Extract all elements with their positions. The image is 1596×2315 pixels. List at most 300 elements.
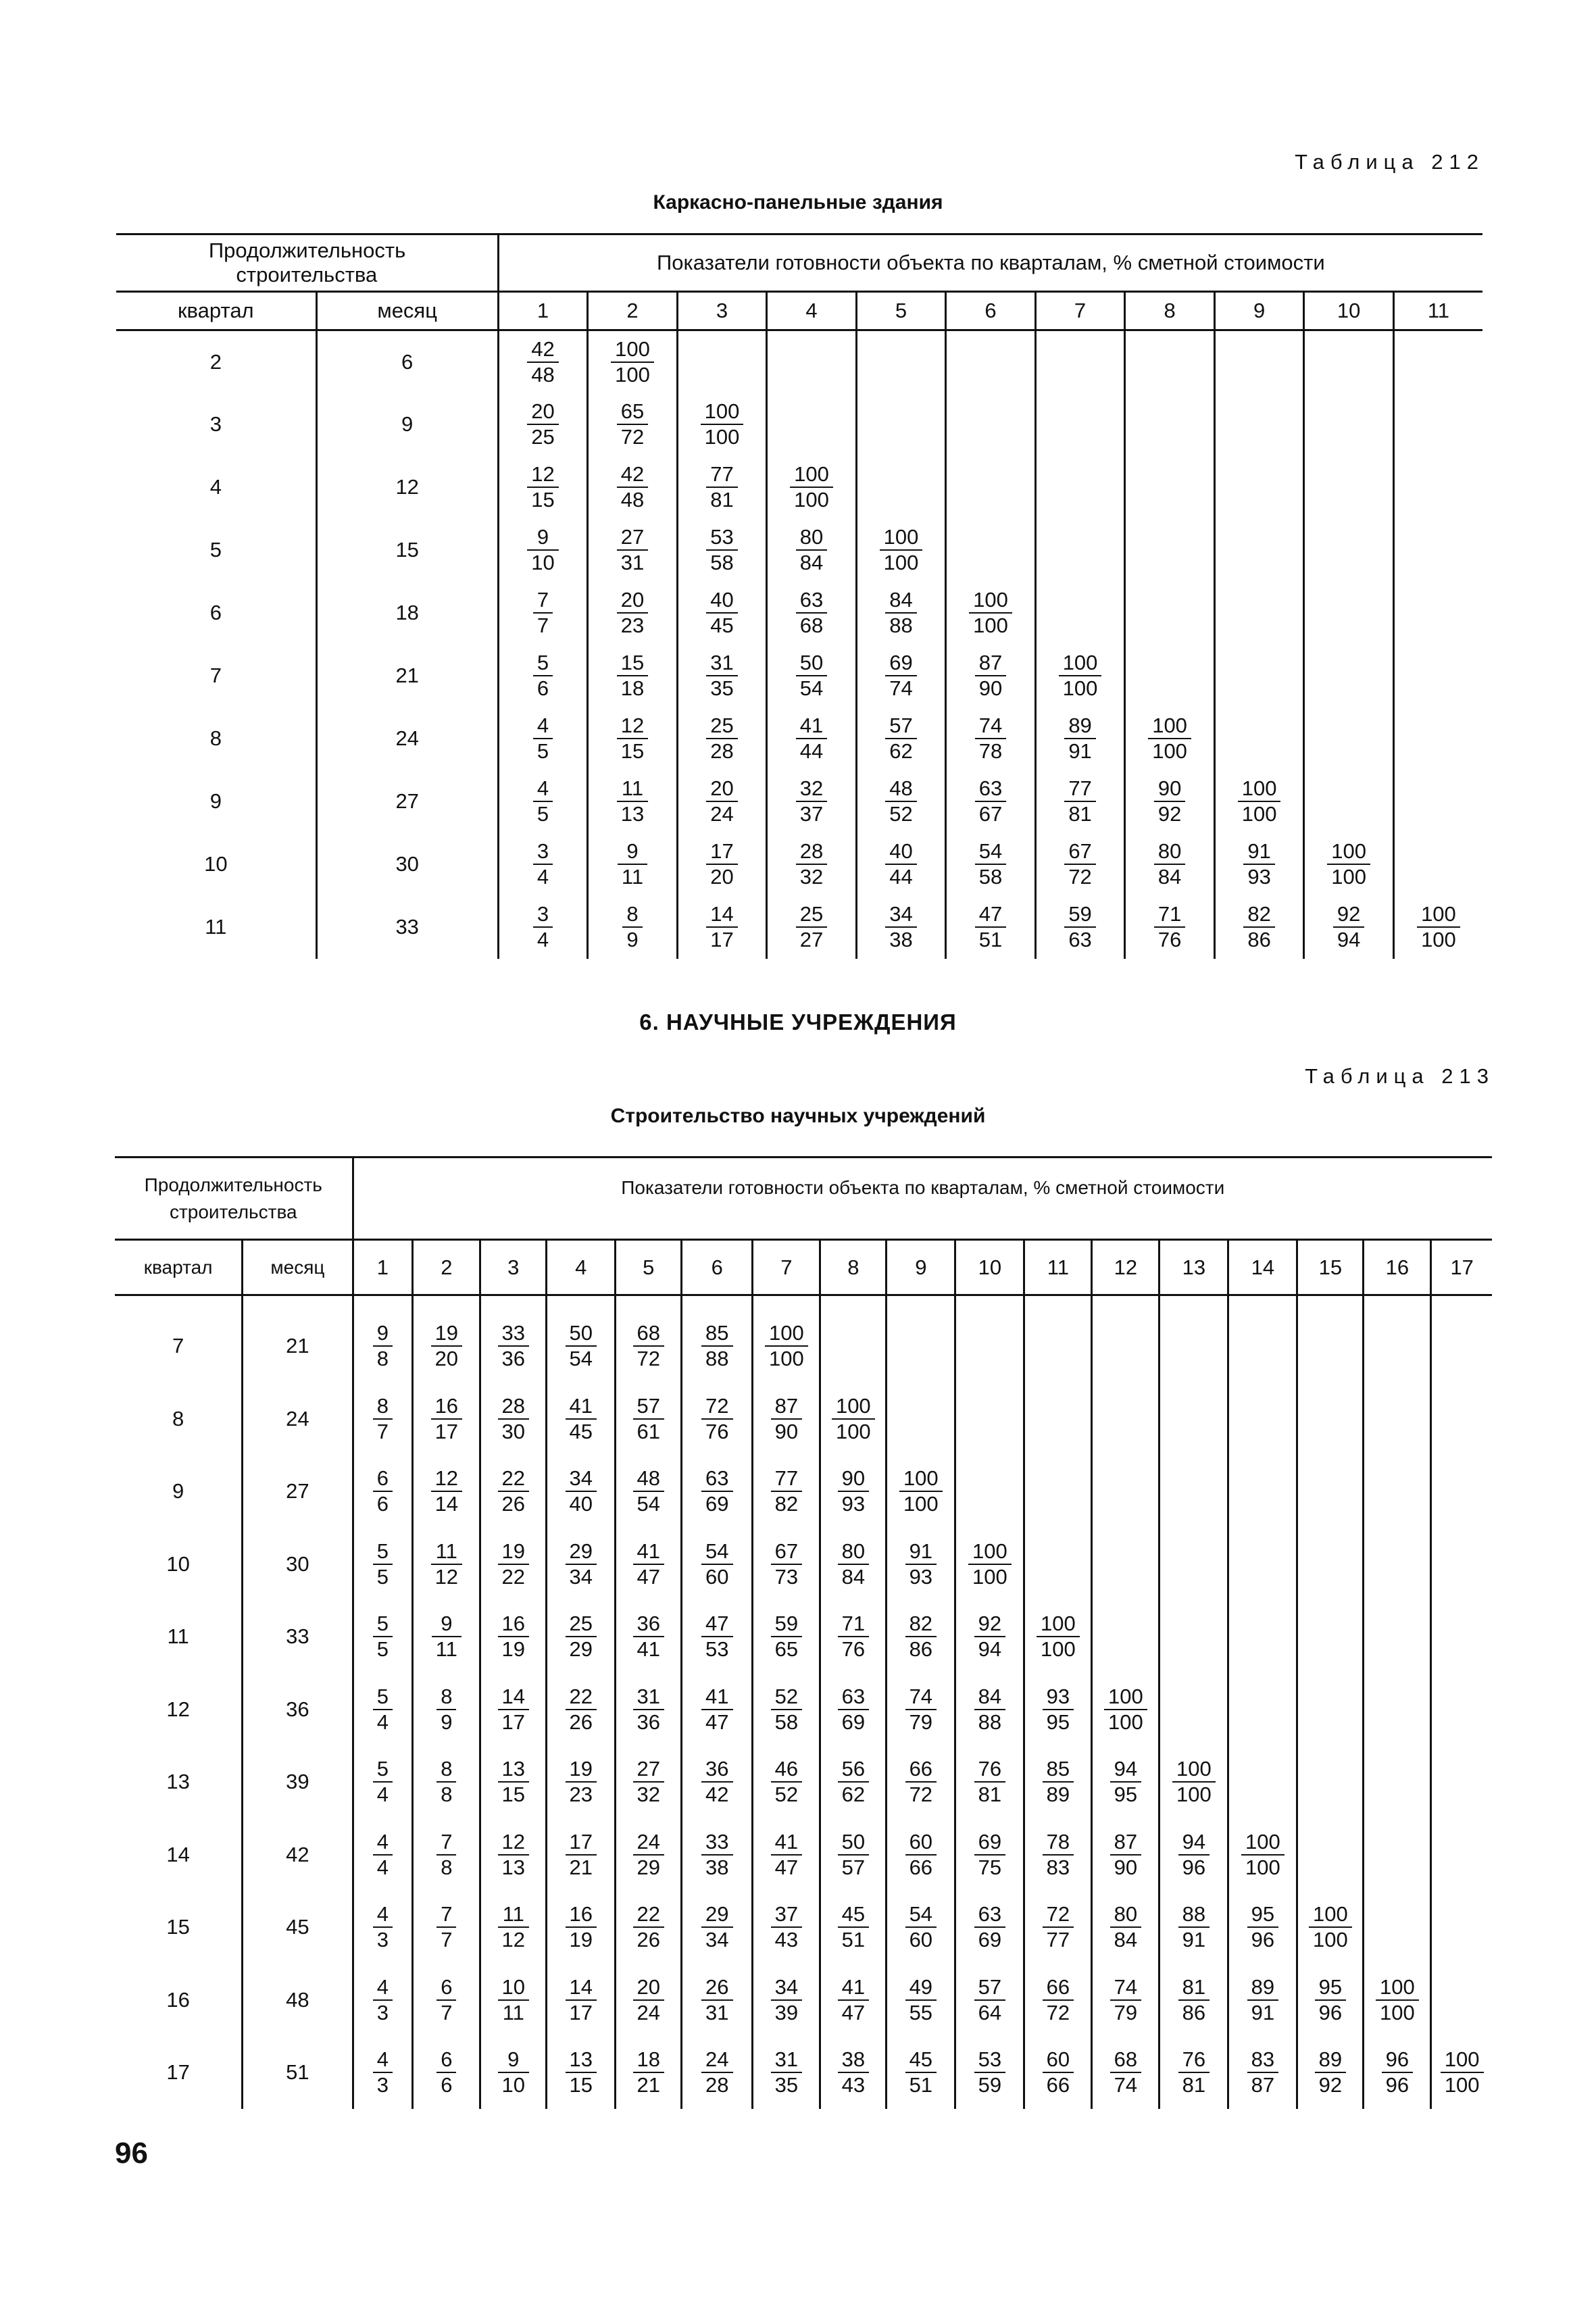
value-cell [1393,896,1482,959]
value-cell [1214,707,1304,770]
fraction [771,1757,802,1806]
quarter-cell: 8 [209,726,222,750]
quarter-cell: 11 [205,915,227,939]
value-cell [616,1601,682,1674]
fraction [1064,714,1095,763]
value-cell [1304,519,1394,582]
quarter-cell: 16 [166,1987,190,2012]
denominator: 100 [701,424,744,449]
value-cell [820,1455,887,1528]
quarter-header: 3 [677,292,767,330]
value-cell [353,1383,413,1455]
value-cell [946,770,1036,833]
denominator: 31 [701,1999,732,2025]
value-cell [1431,1818,1492,1891]
value-cell [682,1746,753,1819]
value-cell [480,1310,547,1383]
value-cell [1431,1673,1492,1746]
numerator: 5 [376,1612,389,1636]
numerator: 8 [441,1757,453,1781]
spacer-cell [1228,1295,1297,1310]
quarter-header: 16 [1364,1240,1431,1295]
value-cell [955,2037,1024,2110]
fraction [1110,1757,1141,1806]
numerator: 63 [978,1902,1002,1926]
value-cell [1024,1310,1092,1383]
value-cell [498,645,588,707]
quarter-cell: 12 [166,1697,190,1721]
denominator: 5 [373,1636,393,1662]
quarter-header: 7 [1035,292,1125,330]
denominator: 4 [533,864,553,889]
value-cell [682,1964,753,2037]
fraction [974,1975,1005,2024]
fraction [617,399,648,449]
quarter-header: 3 [480,1240,547,1295]
value-cell [1214,393,1304,456]
numerator: 33 [501,1321,526,1345]
quarter-header: 13 [1159,1240,1228,1295]
numerator: 32 [799,776,824,801]
denominator: 48 [617,487,648,512]
fraction [701,399,744,449]
value-cell [820,1818,887,1891]
fraction [498,1539,529,1589]
denominator: 100 [880,549,923,575]
fraction [1043,1830,1074,1879]
fraction [1333,902,1364,951]
value-cell [1159,1601,1228,1674]
month-cell: 21 [243,1310,353,1383]
denominator: 62 [838,1781,869,1807]
value-cell [1304,330,1394,393]
value-cell [498,393,588,456]
fraction [838,1466,869,1516]
fraction [771,1685,802,1734]
numerator: 57 [978,1974,1002,1999]
denominator: 100 [969,612,1012,638]
numerator: 88 [1182,1902,1206,1926]
value-cell [1159,2037,1228,2110]
value-cell [767,770,857,833]
quarter-cell: 17 [166,2060,190,2085]
fraction [527,399,558,449]
denominator: 40 [566,1491,597,1516]
denominator: 63 [1064,926,1095,952]
numerator: 77 [1068,776,1092,801]
value-cell [1214,456,1304,519]
value-cell [1035,833,1125,896]
numerator: 89 [1251,1974,1275,1999]
numerator: 38 [841,2047,866,2072]
denominator: 38 [701,1854,732,1880]
value-cell [480,1528,547,1601]
numerator: 22 [569,1684,593,1708]
denominator: 75 [974,1854,1005,1880]
value-cell [1393,707,1482,770]
numerator: 77 [710,462,734,487]
fraction [1178,1830,1210,1879]
denominator: 100 [1148,738,1191,764]
value-cell [1092,1383,1159,1455]
numerator: 41 [637,1539,661,1563]
value-cell [413,2037,480,2110]
numerator: 78 [1046,1829,1070,1853]
denominator: 27 [796,926,827,952]
month-cell: 12 [316,456,498,519]
spacer-cell [547,1295,616,1310]
value-cell [1092,1601,1159,1674]
value-cell [1228,1528,1297,1601]
fraction [701,1394,732,1443]
denominator: 66 [905,1854,937,1880]
value-cell [1297,1310,1364,1383]
fraction [706,462,737,512]
numerator: 57 [889,714,913,738]
fraction [633,2047,664,2097]
numerator: 42 [531,337,555,361]
denominator: 15 [498,1781,529,1807]
numerator: 48 [637,1466,661,1491]
fraction [633,1975,664,2024]
value-cell [1431,2037,1492,2110]
value-cell [588,896,678,959]
fraction [905,1539,937,1589]
value-cell [1092,1746,1159,1819]
denominator: 87 [1247,2072,1278,2097]
value-cell [1159,1746,1228,1819]
fraction [1382,2047,1413,2097]
numerator: 41 [841,1974,866,1999]
quarter-header: 15 [1297,1240,1364,1295]
numerator: 100 [768,1321,804,1345]
numerator: 80 [1114,1902,1138,1926]
fraction [838,1757,869,1806]
numerator: 12 [531,462,555,487]
value-cell [1393,770,1482,833]
value-cell [353,1673,413,1746]
fraction [533,588,553,637]
denominator: 47 [838,1999,869,2025]
fraction [566,1394,597,1443]
value-cell [547,1964,616,2037]
value-cell [856,770,946,833]
denominator: 37 [796,801,827,826]
denominator: 4 [373,1854,393,1880]
numerator: 66 [1046,1974,1070,1999]
numerator: 67 [774,1539,799,1563]
spacer-cell [1431,1295,1492,1310]
numerator: 100 [1380,1974,1415,1999]
quarter-header: 8 [820,1240,887,1295]
value-cell [1431,1601,1492,1674]
numerator: 54 [909,1902,933,1926]
denominator: 13 [617,801,648,826]
fraction [974,1685,1005,1734]
value-cell [753,1818,820,1891]
value-cell [1214,582,1304,645]
numerator: 4 [537,776,549,801]
fraction [1441,2047,1484,2097]
value-cell [1092,1891,1159,1964]
value-cell [1431,1310,1492,1383]
value-cell [753,1601,820,1674]
table-row [116,456,1482,519]
value-cell [547,1310,616,1383]
denominator: 60 [905,1926,937,1952]
value-cell [1214,645,1304,707]
numerator: 100 [1444,2047,1480,2072]
value-cell [1228,1455,1297,1528]
fraction [701,1612,732,1661]
numerator: 84 [889,588,913,612]
fraction [796,714,827,763]
page-number: 96 [115,2137,148,2170]
value-cell [1035,770,1125,833]
denominator: 54 [633,1491,664,1516]
fraction [1064,902,1095,951]
denominator: 21 [566,1854,597,1880]
value-cell [1297,1528,1364,1601]
denominator: 29 [566,1636,597,1662]
fraction [533,776,553,826]
value-cell [1431,1746,1492,1819]
value-cell [856,519,946,582]
denominator: 94 [1333,926,1364,952]
value-cell [1304,393,1394,456]
value-cell [1228,1818,1297,1891]
denominator: 7 [437,1926,456,1952]
month-cell: 6 [316,330,498,393]
numerator: 11 [435,1539,457,1563]
numerator: 100 [903,1466,939,1491]
fraction [498,1830,529,1879]
value-cell [1125,896,1215,959]
denominator: 7 [533,612,553,638]
fraction [373,1394,393,1443]
table-row [115,1891,1492,1964]
fraction [1247,1902,1278,1951]
fraction [701,1902,732,1951]
value-cell [1304,896,1394,959]
numerator: 40 [710,588,734,612]
numerator: 12 [620,714,645,738]
numerator: 20 [710,776,734,801]
value-cell [1125,833,1215,896]
denominator: 100 [1241,1854,1285,1880]
table-212-label: Таблица 212 [1295,150,1485,174]
table-row [115,1818,1492,1891]
denominator: 23 [566,1781,597,1807]
numerator: 52 [774,1684,799,1708]
month-cell: 18 [316,582,498,645]
numerator: 90 [1157,776,1182,801]
value-cell [682,1310,753,1383]
numerator: 13 [501,1757,526,1781]
value-cell [547,1601,616,1674]
numerator: 7 [537,588,549,612]
numerator: 100 [1421,902,1456,926]
denominator: 74 [1110,2072,1141,2097]
quarter-cell: 15 [166,1915,190,1939]
numerator: 100 [794,462,829,487]
numerator: 24 [637,1829,661,1853]
value-cell [480,1746,547,1819]
value-cell [1364,1310,1431,1383]
numerator: 94 [1182,1829,1206,1853]
value-cell [588,330,678,393]
value-cell [480,1673,547,1746]
value-cell [1092,1673,1159,1746]
denominator: 96 [1382,2072,1413,2097]
fraction [498,1612,529,1661]
numerator: 19 [434,1321,459,1345]
numerator: 31 [710,651,734,675]
numerator: 22 [501,1466,526,1491]
value-cell [547,1528,616,1601]
fraction [701,1975,732,2024]
numerator: 8 [441,1684,453,1708]
value-cell [887,1746,955,1819]
value-cell [588,582,678,645]
numerator: 20 [637,1974,661,1999]
numerator: 9 [441,1612,453,1636]
value-cell [1125,770,1215,833]
quarter-cell: 2 [209,349,222,374]
denominator: 83 [1043,1854,1074,1880]
value-cell [887,1891,955,1964]
denominator: 4 [533,926,553,952]
value-cell [955,1673,1024,1746]
value-cell [1024,1601,1092,1674]
fraction [975,902,1006,951]
denominator: 8 [373,1345,393,1371]
denominator: 95 [1110,1781,1141,1807]
spacer-cell [1092,1295,1159,1310]
fraction [633,1830,664,1879]
fraction [1243,902,1274,951]
denominator: 4 [373,1709,393,1735]
value-cell [682,1455,753,1528]
fraction [633,1394,664,1443]
denominator: 81 [706,487,737,512]
value-cell [887,1455,955,1528]
numerator: 84 [978,1684,1002,1708]
spacer-cell [480,1295,547,1310]
table-row [116,519,1482,582]
value-cell [1024,1746,1092,1819]
numerator: 5 [376,1539,389,1563]
value-cell [1159,1818,1228,1891]
denominator: 84 [1110,1926,1141,1952]
denominator: 90 [771,1418,802,1444]
fraction [905,1830,937,1879]
value-cell [767,833,857,896]
denominator: 6 [437,2072,456,2097]
fraction [1247,1975,1278,2024]
denominator: 88 [974,1709,1005,1735]
numerator: 45 [841,1902,866,1926]
denominator: 73 [771,1564,802,1589]
denominator: 6 [373,1491,393,1516]
denominator: 36 [633,1709,664,1735]
numerator: 53 [978,2047,1002,2072]
fraction [1417,902,1460,951]
numerator: 31 [637,1684,661,1708]
numerator: 4 [376,1902,389,1926]
denominator: 72 [617,424,648,449]
fraction [974,1612,1005,1661]
denominator: 94 [974,1636,1005,1662]
denominator: 14 [431,1491,462,1516]
denominator: 20 [706,864,737,889]
value-cell [1228,1746,1297,1819]
numerator: 71 [841,1612,866,1636]
numerator: 50 [841,1829,866,1853]
value-cell [767,456,857,519]
value-cell [353,1746,413,1819]
value-cell [1092,1455,1159,1528]
fraction [1327,839,1370,889]
denominator: 92 [1315,2072,1346,2097]
duration-header: Продолжительность строительства [144,1174,322,1222]
denominator: 39 [771,1999,802,2025]
numerator: 63 [841,1684,866,1708]
denominator: 54 [796,675,827,701]
value-cell [820,1528,887,1601]
quarter-header: 7 [753,1240,820,1295]
fraction [373,1975,393,2024]
fraction [617,776,648,826]
numerator: 100 [835,1393,871,1418]
numerator: 93 [1046,1684,1070,1708]
table-row [115,1964,1492,2037]
value-cell [413,1891,480,1964]
fraction [437,1902,456,1951]
table-row [116,393,1482,456]
table-row [116,770,1482,833]
fraction [885,902,916,951]
fraction [974,1830,1005,1879]
table-row [115,2037,1492,2110]
numerator: 100 [1040,1612,1076,1636]
value-cell [1214,896,1304,959]
denominator: 53 [701,1636,732,1662]
value-cell [767,393,857,456]
value-cell [946,519,1036,582]
fraction [437,1975,456,2024]
value-cell [616,2037,682,2110]
value-cell [1431,1383,1492,1455]
fraction [373,1685,393,1734]
denominator: 100 [1238,801,1281,826]
fraction [771,1612,802,1661]
value-cell [1159,1964,1228,2037]
denominator: 43 [838,2072,869,2097]
fraction [974,1757,1005,1806]
quarter-header: 6 [946,292,1036,330]
denominator: 58 [771,1709,802,1735]
denominator: 22 [498,1564,529,1589]
fraction [1110,2047,1141,2097]
quarter-header: 1 [498,292,588,330]
table-212 [116,233,1482,959]
numerator: 29 [705,1902,729,1926]
value-cell [677,707,767,770]
numerator: 7 [441,1829,453,1853]
value-cell [498,519,588,582]
value-cell [1159,1383,1228,1455]
